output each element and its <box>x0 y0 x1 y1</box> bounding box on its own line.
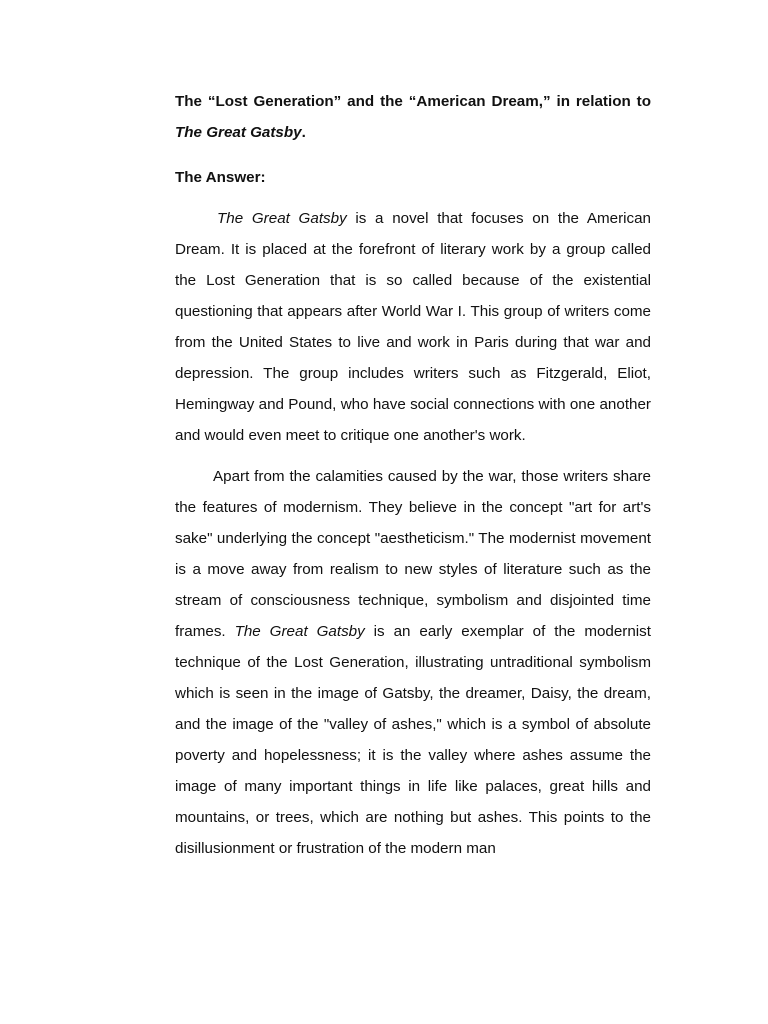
document-heading <box>175 86 651 148</box>
paragraph-1 <box>175 203 651 451</box>
document-page <box>175 86 651 874</box>
paragraph-1-text: is a novel that focuses on the American Dream. It is placed at the forefront of literary work by a group called the Lost Generation that is so called because of the existential questioning that appears after World War I. This group of writers come from the United States to live and work in Paris during that war and depression. The group includes writers such as Fitzgerald, Eliot, Hemingway and Pound, who have social connections with one another and would even meet to critique one another's work. <box>175 210 651 444</box>
paragraph-2-book-title: The Great Gatsby <box>234 623 365 640</box>
answer-label: The Answer: <box>175 169 266 186</box>
heading-book-title: The Great Gatsby <box>175 124 302 141</box>
paragraph-1-book-title: The Great Gatsby <box>217 210 347 227</box>
heading-text: The “Lost Generation” and the “American Dream,” in relation to <box>175 93 651 110</box>
paragraph-2 <box>175 461 651 864</box>
paragraph-2-text-after: is an early exemplar of the modernist technique of the Lost Generation, illustrating untraditional symbolism which is seen in the image of Gatsby, the dreamer, Daisy, the dream, and the image of the "valley of ashes," which is a symbol of absolute poverty and hopelessness; it is the valley where ashes assume the image of many important things in life like palaces, great hills and mountains, or trees, which are nothing but ashes. This points to the disillusionment or frustration of the modern man <box>175 623 651 857</box>
heading-period: . <box>301 124 306 141</box>
paragraph-2-text-before: Apart from the calamities caused by the war, those writers share the features of modernism. They believe in the concept "art for art's sake" underlying the concept "aestheticism." The modernist movement is a move away from realism to new styles of literature such as the stream of consciousness technique, symbolism and disjointed time frames. <box>175 468 651 640</box>
